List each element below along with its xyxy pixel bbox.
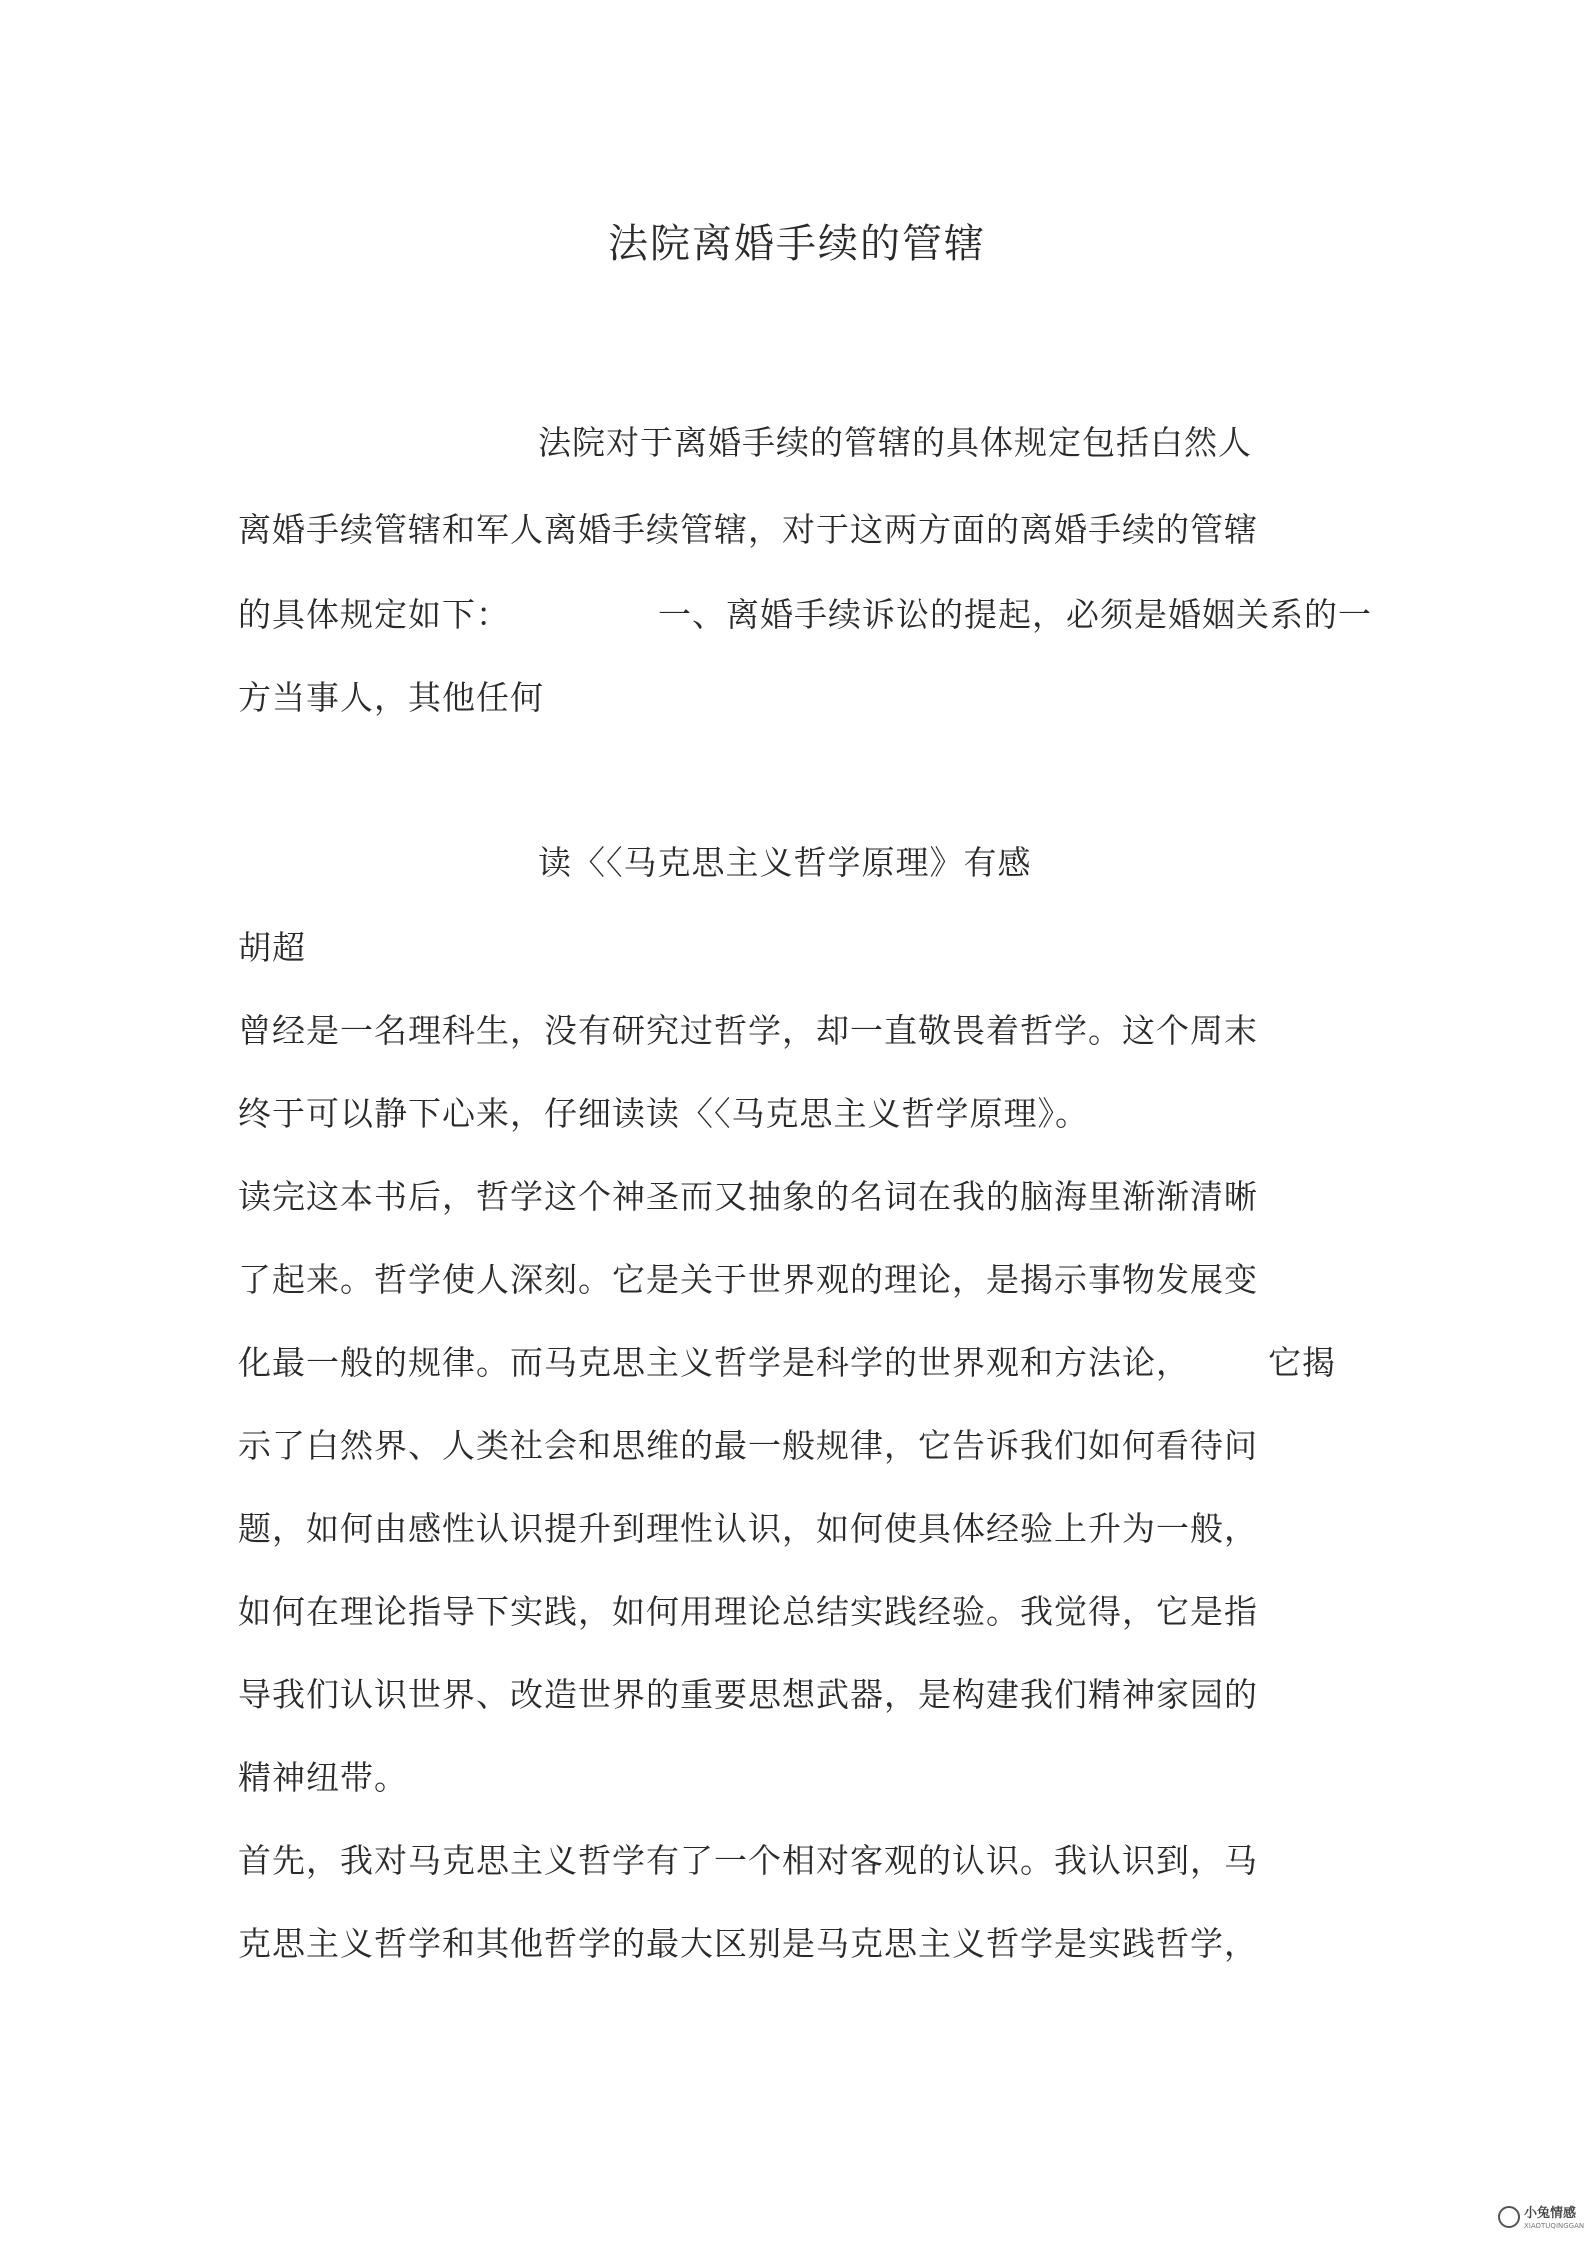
body-line: 精神纽带。 [238,1758,408,1797]
watermark-subtext: XIAOTUQINGGAN [1524,2222,1585,2230]
essay-title: 读〈〈马克思主义哲学原理》有感 [538,843,1032,882]
watermark-logo [1498,2200,1585,2244]
body-line: 题，如何由感性认识提升到理性认识，如何使具体经验上升为一般， [238,1509,1258,1548]
body-line: 了起来。哲学使人深刻。它是关于世界观的理论，是揭示事物发展变 [238,1260,1258,1299]
document-title: 法院离婚手续的管辖 [608,221,986,267]
intro-line: 的具体规定如下： [238,595,510,634]
body-line: 终于可以静下心来，仔细读读〈〈马克思主义哲学原理》。 [238,1094,1089,1133]
body-line: 如何在理论指导下实践，如何用理论总结实践经验。我觉得，它是指 [238,1592,1258,1631]
body-line: 首先，我对马克思主义哲学有了一个相对客观的认识。我认识到，马 [238,1841,1258,1880]
body-line: 曾经是一名理科生，没有研究过哲学，却一直敬畏着哲学。这个周末 [238,1011,1258,1050]
intro-line: 离婚手续管辖和军人离婚手续管辖，对于这两方面的离婚手续的管辖 [238,510,1258,549]
intro-line: 方当事人，其他任何 [238,678,544,717]
body-line: 化最一般的规律。而马克思主义哲学是科学的世界观和方法论， [238,1343,1190,1382]
rabbit-icon [1498,2206,1520,2228]
intro-line: 一、离婚手续诉讼的提起，必须是婚姻关系的一 [658,595,1372,634]
watermark-text: 小兔情感 [1524,2206,1577,2221]
body-line: 它揭 [1268,1343,1336,1382]
body-line: 示了白然界、人类社会和思维的最一般规律，它告诉我们如何看待问 [238,1426,1258,1465]
intro-line: 法院对于离婚手续的管辖的具体规定包括白然人 [538,423,1252,462]
body-line: 读完这本书后，哲学这个神圣而又抽象的名词在我的脑海里渐渐清晰 [238,1177,1258,1216]
body-line: 克思主义哲学和其他哲学的最大区别是马克思主义哲学是实践哲学， [238,1924,1258,1963]
body-line: 导我们认识世界、改造世界的重要思想武器，是构建我们精神家园的 [238,1675,1258,1714]
author-name: 胡超 [238,928,306,967]
